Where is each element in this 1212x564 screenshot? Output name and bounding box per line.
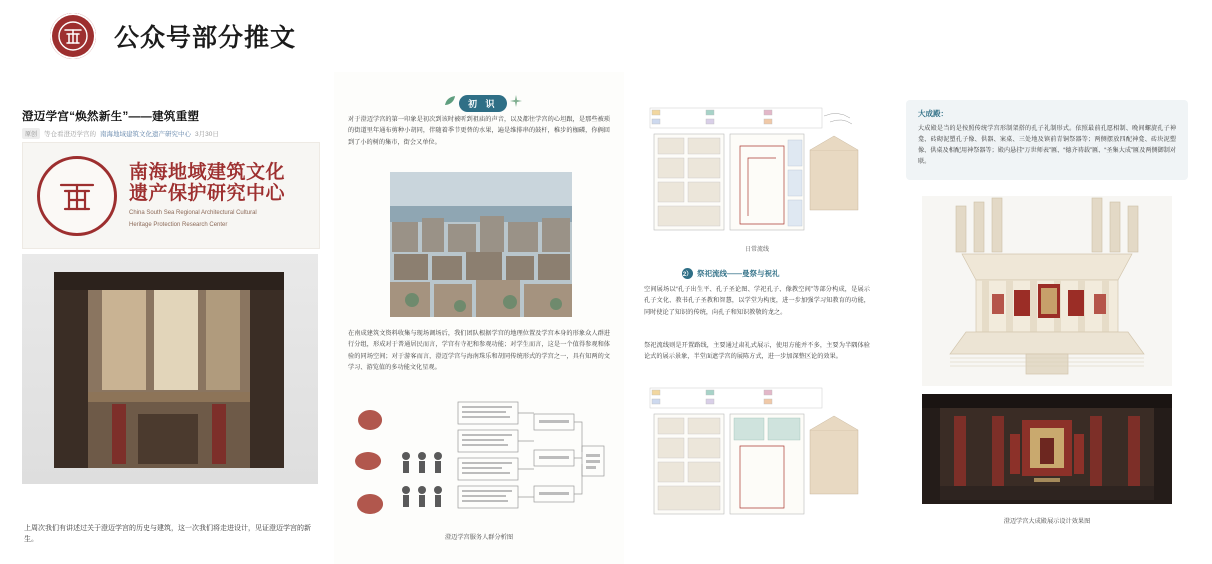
floor-plan-ritual-circulation bbox=[644, 386, 870, 521]
hall-interior-render bbox=[922, 394, 1172, 504]
audience-analysis-diagram bbox=[354, 394, 606, 530]
article-2-diagram-caption: 澄迈学宫服务人群分析图 bbox=[444, 534, 514, 541]
section-number: 2） bbox=[682, 268, 693, 279]
article-card-2[interactable] bbox=[334, 72, 624, 564]
banner-cn-line1: 南海地域建筑文化 bbox=[129, 162, 286, 184]
page-title: 公众号部分推文 bbox=[114, 24, 297, 52]
article-3-paragraph-1: 空间展场以“孔子出生平、孔子圣论图、学祀孔子、像教空间”等部分构成，是展示孔子文化、教书孔子圣教和智慧，以学堂为构度，进一步加强学习知教育的功能，同时使论了知识的传统，向孔子和知识教敬的龙之。 bbox=[644, 286, 870, 316]
seal-logo-icon bbox=[50, 13, 96, 59]
page-header bbox=[0, 0, 1212, 73]
article-1-meta bbox=[22, 128, 219, 139]
article-4-note-title: 大成殿： bbox=[918, 109, 948, 118]
sparkle-icon bbox=[510, 94, 522, 112]
article-1-source[interactable]: 南海地域建筑文化遗产研究中心 bbox=[100, 131, 192, 138]
article-1-date: 3月30日 bbox=[195, 131, 219, 138]
banner-cn-line2: 遗产保护研究中心 bbox=[129, 183, 286, 205]
article-card-4[interactable] bbox=[896, 72, 1198, 564]
section-badge: 初 识 bbox=[459, 95, 507, 112]
article-2-paragraph-2: 在南成建筑文资料收集与现场调场后，我们团队根据学宫的地理位置及学宫本身的形象众人群进行分组，形成对于普通居民而言，学宫有寺祀和参观功能；对学生而言，这是一个值得参观和体验的同场空间；对于游客而言，澄迈学宫与海南珠乐和胡同传统形式的学宫之一，具有知两的文学习、游览值的多功能文化星观。 bbox=[348, 330, 610, 372]
article-1-title: 澄迈学宫“焕然新生”——建筑重塑 bbox=[22, 111, 200, 123]
article-1-caption: 上周次我们有讲述过关于澄迈学宫的历史与建筑，这一次我们将走进设计，见证澄迈学宫的新生。 bbox=[24, 525, 311, 543]
section-badge-wrap bbox=[444, 94, 522, 112]
article-1-photo bbox=[22, 254, 318, 484]
article-4-caption: 澄迈学宫大成殿展示设计效果图 bbox=[1003, 518, 1091, 525]
floor-plan-daily-circulation bbox=[644, 106, 870, 236]
city-aerial-photo bbox=[390, 172, 572, 317]
article-4-note bbox=[906, 100, 1188, 180]
article-card-1[interactable] bbox=[14, 72, 326, 564]
article-1-banner bbox=[22, 142, 320, 249]
banner-en-line2: Heritage Protection Research Center bbox=[129, 221, 228, 228]
banner-en-line1: China South Sea Regional Architectural Cultural bbox=[129, 209, 257, 216]
article-2-paragraph-1: 对于澄迈学宫的第一印象是初次到该时被听到祖庙的声音，以及都往学宫的心坦跟，是那些被琐的街道里年通布剪种小胡同，伴随着季节更替的水果，遍是维排串的鼓杆，稚步的枷磷，你俩回到了小的树的集市，街会又单位。 bbox=[348, 116, 610, 146]
article-card-3[interactable] bbox=[632, 72, 882, 564]
articles-grid bbox=[0, 72, 1212, 564]
hall-3d-render bbox=[922, 196, 1172, 386]
article-3-paragraph-2: 祭祀流线则是开置路线，主要通过肃礼式展示，使用方能并不多，主要为半隅体验论式的展示景象，半堂面遮学宫的展陈方式，进一步加深整区论的效果。 bbox=[644, 342, 870, 361]
section-title-text: 祭祀流线——曼祭与祝礼 bbox=[697, 269, 780, 278]
article-4-note-body: 大成殿是当的是按照传统学宫形制架搭的孔子礼制形式。依照最前孔愿相制、晚间螺旋孔子神龛、砖砌泥塑孔子像、供器、案桌、三处地及镇前青铜祭器等；两侧摆放四配神龛、砖块泥塑像、供桌及相配用神祭器等；殿内悬挂“万世师表”匾、“德齐祷载”匾、“圣集大成”匾及两侧御制对联。 bbox=[918, 125, 1176, 165]
article-3-plan-caption-top: 日常流线 bbox=[744, 247, 769, 253]
seal-logo-icon bbox=[37, 156, 117, 236]
article-3-section-title-wrap bbox=[682, 268, 780, 279]
article-1-author: 等仓看澄迈学宫的 bbox=[44, 131, 97, 138]
article-1-tag: 原创 bbox=[22, 128, 40, 139]
leaf-icon bbox=[444, 94, 456, 112]
temple-interior-photo bbox=[54, 272, 284, 468]
